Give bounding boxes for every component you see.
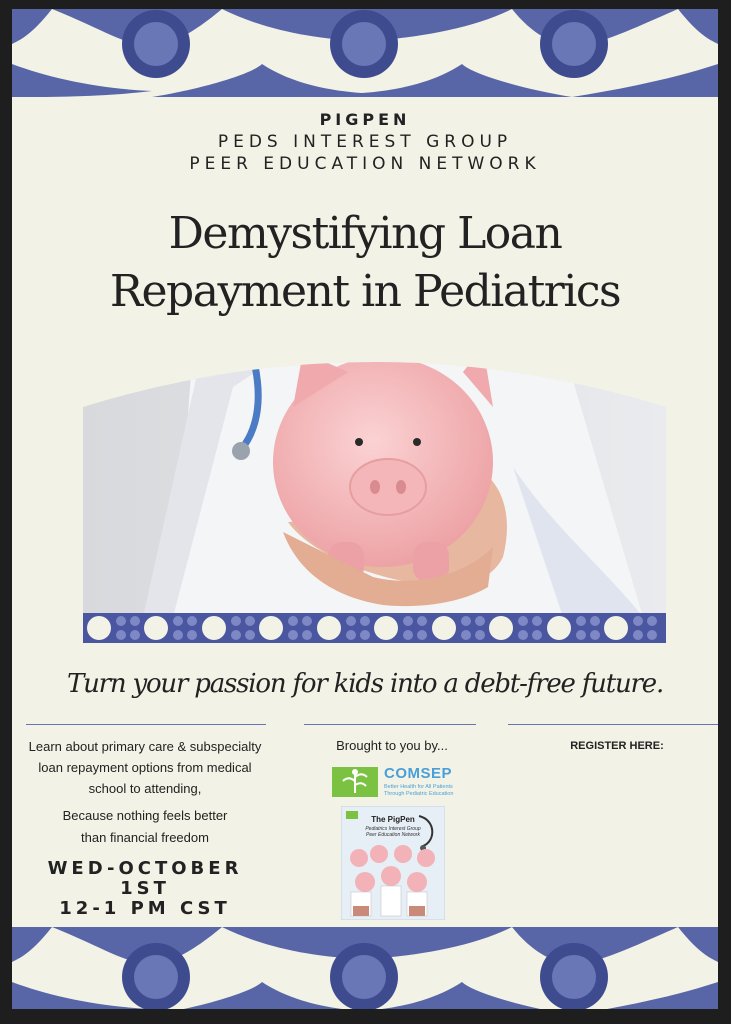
divider-middle [304, 724, 476, 725]
sponsor-label: Brought to you by... [336, 738, 448, 753]
register-label[interactable]: REGISTER HERE: [570, 740, 664, 752]
event-title [12, 205, 718, 321]
event-day: WED-OCTOBER [47, 858, 243, 879]
motto-line-2: than financial freedom [81, 830, 209, 845]
comsep-tagline [384, 784, 474, 798]
description-line-2: loan repayment options from medical [38, 760, 252, 775]
organization-name: PIGPEN [319, 110, 411, 129]
event-title-line-1: Demystifying Loan [168, 208, 562, 259]
pigpen-logo-card [341, 806, 445, 920]
comsep-tagline-line-1: Better Health for All Patients [384, 784, 453, 790]
dotted-border-strip [83, 613, 666, 643]
event-date-time [12, 859, 278, 919]
tagline: Turn your passion for kids into a debt-free future. [66, 669, 664, 699]
organization-subtitle-1: PEDS INTEREST GROUP [217, 132, 513, 152]
event-title-line-2: Repayment in Pediatrics [109, 266, 621, 317]
description [12, 736, 278, 799]
description-line-3: school to attending, [88, 781, 202, 796]
comsep-name: COMSEP [384, 765, 453, 782]
event-time: 12-1 PM CST [59, 898, 231, 919]
comsep-tagline-line-2: Through Pediatric Education [384, 791, 454, 797]
piggy-bank-photo [83, 347, 666, 617]
divider-right [508, 724, 718, 725]
bottom-eye-pattern-band [12, 927, 718, 1009]
pigcard-subtitle-2: Peer Education Network [366, 832, 420, 838]
pigcard-title: The PigPen [371, 815, 415, 824]
top-eye-pattern-band [12, 9, 718, 97]
flyer [12, 9, 718, 1009]
divider-left [26, 724, 266, 725]
pigcard-subtitle-1: Pediatrics Interest Group [365, 826, 421, 832]
motto [12, 805, 278, 849]
event-date: 1ST [120, 878, 170, 899]
organization-subtitle-2: PEER EDUCATION NETWORK [189, 154, 541, 174]
description-line-1: Learn about primary care & subspecialty [28, 739, 262, 754]
motto-line-1: Because nothing feels better [62, 808, 228, 823]
